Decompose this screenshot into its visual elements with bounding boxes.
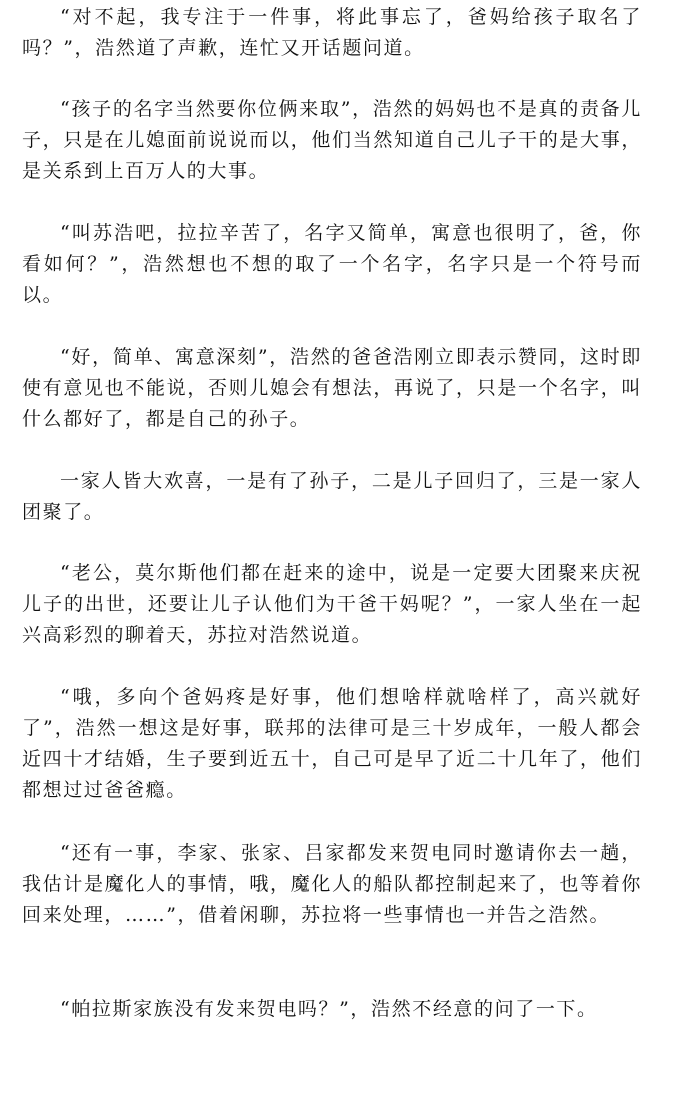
paragraph-4: “好，简单、寓意深刻”，浩然的爸爸浩刚立即表示赞同，这时即使有意见也不能说，否则儿媳会有想法，再说了，只是一个名字，叫什么都好了，都是自己的孙子。 <box>22 346 642 430</box>
paragraph-7: “哦，多向个爸妈疼是好事，他们想啥样就啥样了，高兴就好了”，浩然一想这是好事，联邦的法律可是三十岁成年，一般人都会近四十才结婚，生子要到近五十，自己可是早了近二十几年了，他们都想过过爸爸瘾。 <box>22 686 642 801</box>
paragraph-6: “老公，莫尔斯他们都在赶来的途中，说是一定要大团聚来庆祝儿子的出世，还要让儿子认他们为干爸干妈呢？”，一家人坐在一起兴高彩烈的聊着天，苏拉对浩然说道。 <box>22 562 642 646</box>
paragraph-2: “孩子的名字当然要你位俩来取”，浩然的妈妈也不是真的责备儿子，只是在儿媳面前说说而以，他们当然知道自己儿子干的是大事，是关系到上百万人的大事。 <box>22 98 642 182</box>
paragraph-1: “对不起，我专注于一件事，将此事忘了，爸妈给孩子取名了吗？”，浩然道了声歉，连忙又开话题问道。 <box>22 6 642 59</box>
paragraph-3: “叫苏浩吧，拉拉辛苦了，名字又简单，寓意也很明了，爸，你看如何？”，浩然想也不想的取了一个名字，名字只是一个符号而以。 <box>22 222 642 306</box>
paragraph-8: “还有一事，李家、张家、吕家都发来贺电同时邀请你去一趟，我估计是魔化人的事情，哦，魔化人的船队都控制起来了，也等着你回来处理，……”，借着闲聊，苏拉将一些事情也一并告之浩然。 <box>22 842 642 926</box>
paragraph-5: 一家人皆大欢喜，一是有了孙子，二是儿子回归了，三是一家人团聚了。 <box>22 470 642 523</box>
paragraph-9: “帕拉斯家族没有发来贺电吗？”，浩然不经意的问了一下。 <box>60 998 598 1020</box>
